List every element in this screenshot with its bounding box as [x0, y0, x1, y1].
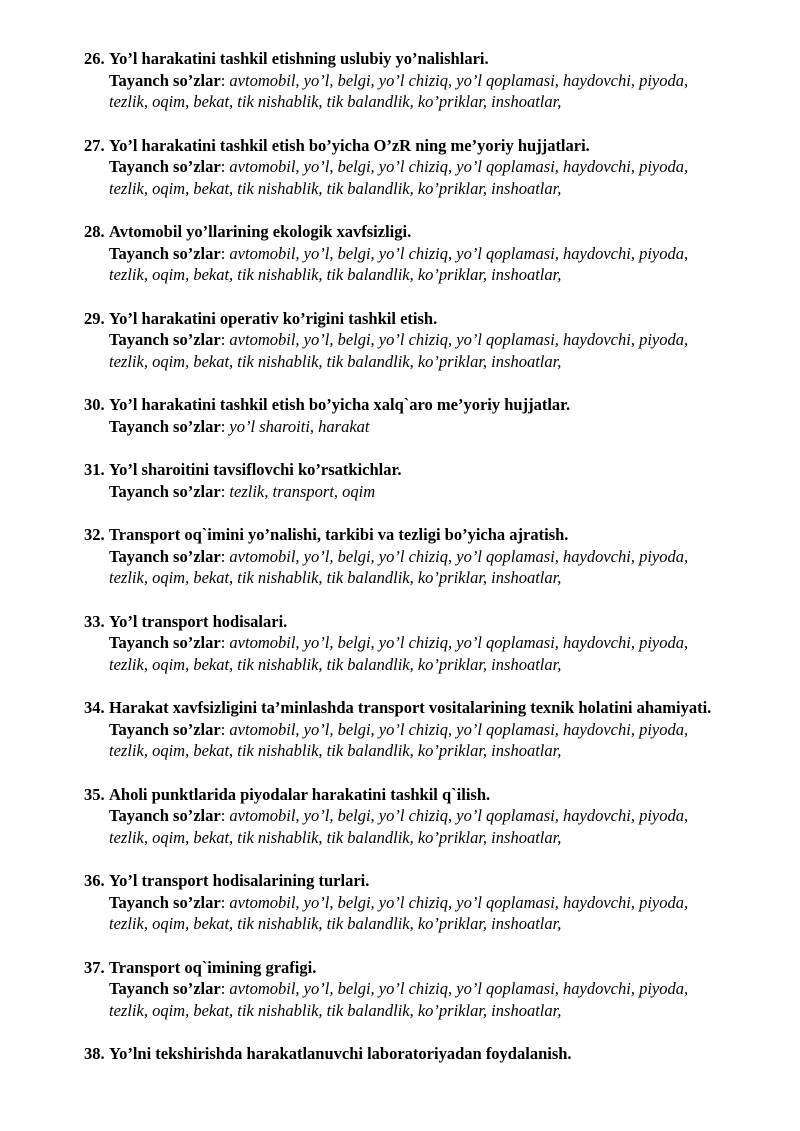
item-keywords: Tayanch so’zlar: avtomobil, yo’l, belgi, yo’l chiziq, yo’l qoplamasi, haydovchi, piyoda, tezlik, oqim, bekat, tik nishablik, tik balandlik, ko’priklar, inshoatlar,	[109, 243, 689, 284]
item-keywords: Tayanch so’zlar: avtomobil, yo’l, belgi, yo’l chiziq, yo’l qoplamasi, haydovchi, piyoda, tezlik, oqim, bekat, tik nishablik, tik balandlik, ko’priklar, inshoatlar,	[109, 806, 689, 847]
item-keywords: Tayanch so’zlar: avtomobil, yo’l, belgi, yo’l chiziq, yo’l qoplamasi, haydovchi, piyoda, tezlik, oqim, bekat, tik nishablik, tik balandlik, ko’priklar, inshoatlar,	[109, 633, 689, 674]
item-title: Yo’l harakatini tashkil etish bo’yicha O’zR ning me’yoriy hujjatlari.	[109, 135, 590, 155]
list-item	[84, 308, 724, 373]
item-title: Yo’l transport hodisalari.	[109, 611, 288, 631]
item-title: Transport oq`imining grafigi.	[109, 957, 317, 977]
item-number: 33.	[84, 611, 105, 631]
keywords-values: avtomobil, yo’l, belgi, yo’l chiziq, yo’l qoplamasi, haydovchi, piyoda, tezlik, oqim, bekat, tik nishablik, tik balandlik, ko’priklar, inshoatlar,	[109, 70, 689, 111]
item-heading	[84, 459, 724, 481]
list-item	[84, 957, 724, 1022]
keywords-values: avtomobil, yo’l, belgi, yo’l chiziq, yo’l qoplamasi, haydovchi, piyoda, tezlik, oqim, bekat, tik nishablik, tik balandlik, ko’priklar, inshoatlar,	[109, 157, 689, 198]
keywords-values: avtomobil, yo’l, belgi, yo’l chiziq, yo’l qoplamasi, haydovchi, piyoda, tezlik, oqim, bekat, tik nishablik, tik balandlik, ko’priklar, inshoatlar,	[109, 719, 689, 760]
item-number: 37.	[84, 957, 105, 977]
item-keywords: Tayanch so’zlar: avtomobil, yo’l, belgi, yo’l chiziq, yo’l qoplamasi, haydovchi, piyoda, tezlik, oqim, bekat, tik nishablik, tik balandlik, ko’priklar, inshoatlar,	[109, 330, 689, 371]
item-keywords: Tayanch so’zlar: avtomobil, yo’l, belgi, yo’l chiziq, yo’l qoplamasi, haydovchi, piyoda, tezlik, oqim, bekat, tik nishablik, tik balandlik, ko’priklar, inshoatlar,	[109, 157, 689, 198]
item-title: Aholi punktlarida piyodalar harakatini tashkil q`ilish.	[109, 784, 491, 804]
item-heading	[84, 308, 724, 330]
item-keywords: Tayanch so’zlar: avtomobil, yo’l, belgi, yo’l chiziq, yo’l qoplamasi, haydovchi, piyoda, tezlik, oqim, bekat, tik nishablik, tik balandlik, ko’priklar, inshoatlar,	[109, 979, 689, 1020]
keywords-values: avtomobil, yo’l, belgi, yo’l chiziq, yo’l qoplamasi, haydovchi, piyoda, tezlik, oqim, bekat, tik nishablik, tik balandlik, ko’priklar, inshoatlar,	[109, 892, 689, 933]
list-item	[84, 697, 724, 762]
keywords-values: tezlik, transport, oqim	[229, 481, 376, 501]
list-item	[84, 870, 724, 935]
keywords-label: Tayanch so’zlar	[109, 157, 221, 176]
item-title: Yo’lni tekshirishda harakatlanuvchi laboratoriyadan foydalanish.	[109, 1044, 572, 1063]
item-keywords: Tayanch so’zlar: avtomobil, yo’l, belgi, yo’l chiziq, yo’l qoplamasi, haydovchi, piyoda, tezlik, oqim, bekat, tik nishablik, tik balandlik, ko’priklar, inshoatlar,	[109, 70, 689, 111]
item-number: 36.	[84, 871, 105, 890]
item-heading	[84, 394, 724, 416]
list-item	[84, 524, 724, 589]
keywords-label: Tayanch so’zlar	[109, 330, 221, 349]
item-heading	[84, 957, 724, 979]
list-item	[84, 135, 724, 200]
item-number: 26.	[84, 49, 105, 68]
keywords-label: Tayanch so’zlar	[109, 546, 221, 566]
item-keywords: Tayanch so’zlar: avtomobil, yo’l, belgi, yo’l chiziq, yo’l qoplamasi, haydovchi, piyoda, tezlik, oqim, bekat, tik nishablik, tik balandlik, ko’priklar, inshoatlar,	[109, 892, 689, 933]
list-item	[84, 221, 724, 286]
item-number: 32.	[84, 525, 105, 544]
item-keywords: Tayanch so’zlar: tezlik, transport, oqim	[109, 481, 376, 501]
list-item	[84, 394, 724, 437]
item-number: 34.	[84, 698, 105, 717]
keywords-label: Tayanch so’zlar	[109, 806, 221, 825]
item-number: 31.	[84, 460, 105, 479]
item-number: 27.	[84, 135, 105, 155]
keywords-label: Tayanch so’zlar	[109, 633, 221, 652]
item-keywords: Tayanch so’zlar: avtomobil, yo’l, belgi, yo’l chiziq, yo’l qoplamasi, haydovchi, piyoda, tezlik, oqim, bekat, tik nishablik, tik balandlik, ko’priklar, inshoatlar,	[109, 719, 689, 760]
item-number: 38.	[84, 1044, 105, 1063]
list-item	[84, 784, 724, 849]
keywords-values: avtomobil, yo’l, belgi, yo’l chiziq, yo’l qoplamasi, haydovchi, piyoda, tezlik, oqim, bekat, tik nishablik, tik balandlik, ko’priklar, inshoatlar,	[109, 806, 689, 847]
keywords-label: Tayanch so’zlar	[109, 416, 221, 436]
item-number: 29.	[84, 308, 105, 328]
keywords-label: Tayanch so’zlar	[109, 979, 221, 998]
item-title: Yo’l harakatini tashkil etish bo’yicha xalq`aro me’yoriy hujjatlar.	[109, 395, 571, 414]
item-heading	[84, 221, 724, 243]
item-keywords: Tayanch so’zlar: yo’l sharoiti, harakat	[109, 416, 370, 436]
list-item	[84, 1043, 724, 1065]
item-number: 30.	[84, 395, 105, 414]
keywords-values: avtomobil, yo’l, belgi, yo’l chiziq, yo’l qoplamasi, haydovchi, piyoda, tezlik, oqim, bekat, tik nishablik, tik balandlik, ko’priklar, inshoatlar,	[109, 546, 689, 587]
item-heading	[84, 1043, 724, 1065]
list-item	[84, 48, 724, 113]
item-heading	[84, 784, 724, 806]
item-keywords: Tayanch so’zlar: avtomobil, yo’l, belgi, yo’l chiziq, yo’l qoplamasi, haydovchi, piyoda, tezlik, oqim, bekat, tik nishablik, tik balandlik, ko’priklar, inshoatlar,	[109, 546, 689, 587]
keywords-label: Tayanch so’zlar	[109, 243, 221, 263]
item-title: Transport oq`imini yo’nalishi, tarkibi va tezligi bo’yicha ajratish.	[109, 525, 569, 544]
keywords-label: Tayanch so’zlar	[109, 70, 221, 90]
list-item	[84, 611, 724, 676]
list-item	[84, 459, 724, 502]
keywords-label: Tayanch so’zlar	[109, 892, 221, 912]
keywords-values: avtomobil, yo’l, belgi, yo’l chiziq, yo’l qoplamasi, haydovchi, piyoda, tezlik, oqim, bekat, tik nishablik, tik balandlik, ko’priklar, inshoatlar,	[109, 330, 689, 371]
item-heading	[84, 697, 724, 719]
document-page	[84, 48, 724, 1065]
keywords-values: avtomobil, yo’l, belgi, yo’l chiziq, yo’l qoplamasi, haydovchi, piyoda, tezlik, oqim, bekat, tik nishablik, tik balandlik, ko’priklar, inshoatlar,	[109, 633, 689, 674]
item-title: Yo’l sharoitini tavsiflovchi ko’rsatkichlar.	[109, 460, 402, 479]
item-number: 28.	[84, 222, 105, 241]
item-title: Avtomobil yo’llarining ekologik xavfsizligi.	[109, 222, 412, 241]
item-number: 35.	[84, 784, 105, 804]
item-title: Yo’l harakatini operativ ko’rigini tashkil etish.	[109, 308, 438, 328]
item-title: Harakat xavfsizligini ta’minlashda transport vositalarining texnik holatini ahamiyati.	[109, 698, 712, 717]
keywords-label: Tayanch so’zlar	[109, 719, 221, 739]
keywords-values: yo’l sharoiti, harakat	[229, 416, 370, 436]
keywords-values: avtomobil, yo’l, belgi, yo’l chiziq, yo’l qoplamasi, haydovchi, piyoda, tezlik, oqim, bekat, tik nishablik, tik balandlik, ko’priklar, inshoatlar,	[109, 243, 689, 284]
item-heading	[84, 870, 724, 892]
keywords-values: avtomobil, yo’l, belgi, yo’l chiziq, yo’l qoplamasi, haydovchi, piyoda, tezlik, oqim, bekat, tik nishablik, tik balandlik, ko’priklar, inshoatlar,	[109, 979, 689, 1020]
keywords-label: Tayanch so’zlar	[109, 481, 221, 501]
item-heading	[84, 135, 724, 157]
item-heading	[84, 611, 724, 633]
item-heading	[84, 48, 724, 70]
item-heading	[84, 524, 724, 546]
item-title: Yo’l transport hodisalarining turlari.	[109, 871, 370, 890]
item-title: Yo’l harakatini tashkil etishning uslubiy yo’nalishlari.	[109, 49, 489, 68]
